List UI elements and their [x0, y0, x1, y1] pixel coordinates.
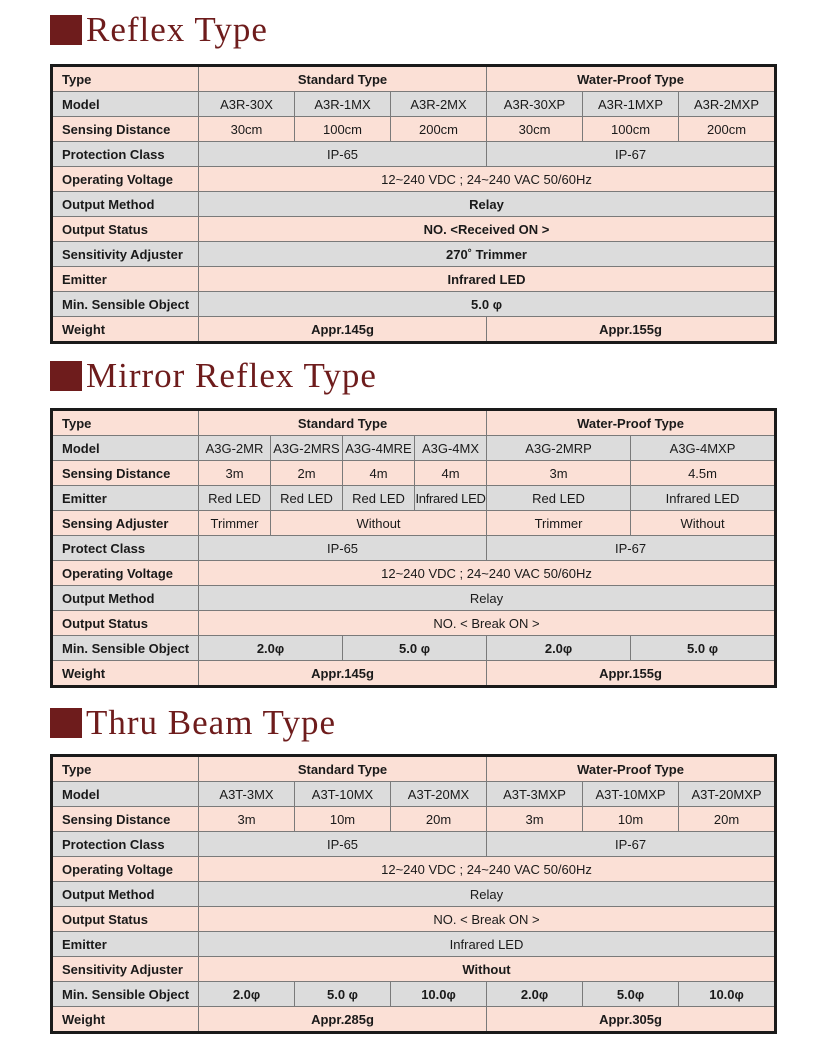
emitter-cell: Red LED — [199, 486, 271, 511]
row-label: Operating Voltage — [52, 167, 199, 192]
min-object-cell: 2.0φ — [199, 982, 295, 1007]
table-row — [52, 117, 776, 142]
table-row — [52, 782, 776, 807]
row-label: Protect Class — [52, 536, 199, 561]
protection-cell: IP-65 — [199, 536, 487, 561]
model-cell: A3G-2MRS — [271, 436, 343, 461]
output-status-cell: NO. < Break ON > — [199, 907, 776, 932]
table-row — [52, 561, 776, 586]
row-label: Emitter — [52, 486, 199, 511]
output-method-cell: Relay — [199, 882, 776, 907]
row-label: Sensing Distance — [52, 807, 199, 832]
row-label: Type — [52, 756, 199, 782]
distance-cell: 200cm — [391, 117, 487, 142]
model-cell: A3G-2MRP — [487, 436, 631, 461]
row-label: Type — [52, 66, 199, 92]
weight-cell: Appr.285g — [199, 1007, 487, 1033]
row-label: Min. Sensible Object — [52, 636, 199, 661]
row-label: Weight — [52, 1007, 199, 1033]
row-label: Sensing Adjuster — [52, 511, 199, 536]
emitter-cell: Infrared LED — [415, 486, 487, 511]
model-cell: A3R-2MX — [391, 92, 487, 117]
row-label: Model — [52, 782, 199, 807]
standard-type-header: Standard Type — [199, 756, 487, 782]
min-object-cell: 2.0φ — [199, 636, 343, 661]
adjuster-cell: Without — [271, 511, 487, 536]
row-label: Operating Voltage — [52, 857, 199, 882]
emitter-cell: Red LED — [343, 486, 415, 511]
reflex-section-title — [50, 12, 268, 48]
model-cell: A3T-20MX — [391, 782, 487, 807]
protection-cell: IP-67 — [487, 142, 776, 167]
min-object-cell: 5.0φ — [583, 982, 679, 1007]
row-label: Sensing Distance — [52, 117, 199, 142]
emitter-cell: Red LED — [487, 486, 631, 511]
row-label: Output Status — [52, 611, 199, 636]
title-square-icon — [50, 15, 82, 45]
table-row — [52, 611, 776, 636]
voltage-cell: 12~240 VDC ; 24~240 VAC 50/60Hz — [199, 857, 776, 882]
weight-cell: Appr.145g — [199, 317, 487, 343]
emitter-cell: Infrared LED — [631, 486, 776, 511]
emitter-cell: Red LED — [271, 486, 343, 511]
min-object-cell: 5.0 φ — [631, 636, 776, 661]
model-cell: A3G-2MR — [199, 436, 271, 461]
model-cell: A3G-4MRE — [343, 436, 415, 461]
output-method-cell: Relay — [199, 192, 776, 217]
table-row — [52, 536, 776, 561]
distance-cell: 20m — [391, 807, 487, 832]
table-row — [52, 292, 776, 317]
row-label: Sensing Distance — [52, 461, 199, 486]
table-row — [52, 167, 776, 192]
table-row — [52, 756, 776, 782]
row-label: Output Status — [52, 907, 199, 932]
mirror-title: Mirror Reflex Type — [86, 356, 377, 395]
row-label: Model — [52, 436, 199, 461]
model-cell: A3R-2MXP — [679, 92, 776, 117]
distance-cell: 4m — [415, 461, 487, 486]
model-cell: A3T-10MXP — [583, 782, 679, 807]
model-cell: A3G-4MXP — [631, 436, 776, 461]
distance-cell: 30cm — [199, 117, 295, 142]
row-label: Output Method — [52, 586, 199, 611]
reflex-title: Reflex Type — [86, 10, 268, 49]
model-cell: A3T-20MXP — [679, 782, 776, 807]
table-row — [52, 807, 776, 832]
model-cell: A3G-4MX — [415, 436, 487, 461]
distance-cell: 30cm — [487, 117, 583, 142]
distance-cell: 20m — [679, 807, 776, 832]
table-row — [52, 317, 776, 343]
distance-cell: 100cm — [295, 117, 391, 142]
adjuster-cell: Without — [631, 511, 776, 536]
mirror-section-title — [50, 358, 377, 394]
adjuster-cell: Trimmer — [487, 511, 631, 536]
table-row — [52, 932, 776, 957]
table-row — [52, 192, 776, 217]
distance-cell: 3m — [487, 807, 583, 832]
thru-title: Thru Beam Type — [86, 703, 337, 742]
row-label: Model — [52, 92, 199, 117]
row-label: Output Method — [52, 192, 199, 217]
row-label: Emitter — [52, 267, 199, 292]
output-status-cell: NO. < Break ON > — [199, 611, 776, 636]
row-label: Protection Class — [52, 832, 199, 857]
table-row — [52, 267, 776, 292]
emitter-cell: Infrared LED — [199, 932, 776, 957]
model-cell: A3T-3MX — [199, 782, 295, 807]
table-row — [52, 1007, 776, 1033]
row-label: Protection Class — [52, 142, 199, 167]
min-object-cell: 10.0φ — [679, 982, 776, 1007]
distance-cell: 3m — [199, 461, 271, 486]
row-label: Output Status — [52, 217, 199, 242]
table-row — [52, 217, 776, 242]
standard-type-header: Standard Type — [199, 66, 487, 92]
table-row — [52, 410, 776, 436]
table-row — [52, 486, 776, 511]
table-row — [52, 636, 776, 661]
distance-cell: 2m — [271, 461, 343, 486]
weight-cell: Appr.155g — [487, 317, 776, 343]
row-label: Min. Sensible Object — [52, 982, 199, 1007]
adjuster-cell: Trimmer — [199, 511, 271, 536]
model-cell: A3R-1MX — [295, 92, 391, 117]
distance-cell: 200cm — [679, 117, 776, 142]
table-row — [52, 436, 776, 461]
min-object-cell: 5.0 φ — [295, 982, 391, 1007]
row-label: Type — [52, 410, 199, 436]
table-row — [52, 92, 776, 117]
mirror-spec-table — [50, 408, 777, 688]
row-label: Sensitivity Adjuster — [52, 957, 199, 982]
min-object-cell: 5.0 φ — [343, 636, 487, 661]
waterproof-type-header: Water-Proof Type — [487, 66, 776, 92]
min-object-cell: 10.0φ — [391, 982, 487, 1007]
model-cell: A3R-30XP — [487, 92, 583, 117]
table-row — [52, 586, 776, 611]
distance-cell: 10m — [583, 807, 679, 832]
min-object-cell: 5.0 φ — [199, 292, 776, 317]
row-label: Min. Sensible Object — [52, 292, 199, 317]
row-label: Output Method — [52, 882, 199, 907]
row-label: Sensitivity Adjuster — [52, 242, 199, 267]
distance-cell: 10m — [295, 807, 391, 832]
sensitivity-cell: Without — [199, 957, 776, 982]
model-cell: A3T-10MX — [295, 782, 391, 807]
thru-section-title — [50, 705, 336, 741]
weight-cell: Appr.155g — [487, 661, 776, 687]
voltage-cell: 12~240 VDC ; 24~240 VAC 50/60Hz — [199, 561, 776, 586]
table-row — [52, 511, 776, 536]
protection-cell: IP-65 — [199, 142, 487, 167]
min-object-cell: 2.0φ — [487, 982, 583, 1007]
title-square-icon — [50, 361, 82, 391]
waterproof-type-header: Water-Proof Type — [487, 756, 776, 782]
row-label: Weight — [52, 661, 199, 687]
distance-cell: 100cm — [583, 117, 679, 142]
table-row — [52, 907, 776, 932]
model-cell: A3T-3MXP — [487, 782, 583, 807]
protection-cell: IP-65 — [199, 832, 487, 857]
table-row — [52, 242, 776, 267]
output-method-cell: Relay — [199, 586, 776, 611]
distance-cell: 4m — [343, 461, 415, 486]
table-row — [52, 882, 776, 907]
table-row — [52, 66, 776, 92]
table-row — [52, 857, 776, 882]
protection-cell: IP-67 — [487, 832, 776, 857]
row-label: Weight — [52, 317, 199, 343]
min-object-cell: 2.0φ — [487, 636, 631, 661]
protection-cell: IP-67 — [487, 536, 776, 561]
distance-cell: 3m — [199, 807, 295, 832]
thru-spec-table — [50, 754, 777, 1034]
table-row — [52, 957, 776, 982]
weight-cell: Appr.145g — [199, 661, 487, 687]
row-label: Emitter — [52, 932, 199, 957]
standard-type-header: Standard Type — [199, 410, 487, 436]
output-status-cell: NO. <Received ON > — [199, 217, 776, 242]
distance-cell: 3m — [487, 461, 631, 486]
emitter-cell: Infrared LED — [199, 267, 776, 292]
reflex-spec-table — [50, 64, 777, 344]
sensitivity-cell: 270˚ Trimmer — [199, 242, 776, 267]
model-cell: A3R-1MXP — [583, 92, 679, 117]
table-row — [52, 982, 776, 1007]
table-row — [52, 461, 776, 486]
row-label: Operating Voltage — [52, 561, 199, 586]
title-square-icon — [50, 708, 82, 738]
table-row — [52, 661, 776, 687]
voltage-cell: 12~240 VDC ; 24~240 VAC 50/60Hz — [199, 167, 776, 192]
waterproof-type-header: Water-Proof Type — [487, 410, 776, 436]
model-cell: A3R-30X — [199, 92, 295, 117]
table-row — [52, 142, 776, 167]
distance-cell: 4.5m — [631, 461, 776, 486]
weight-cell: Appr.305g — [487, 1007, 776, 1033]
table-row — [52, 832, 776, 857]
